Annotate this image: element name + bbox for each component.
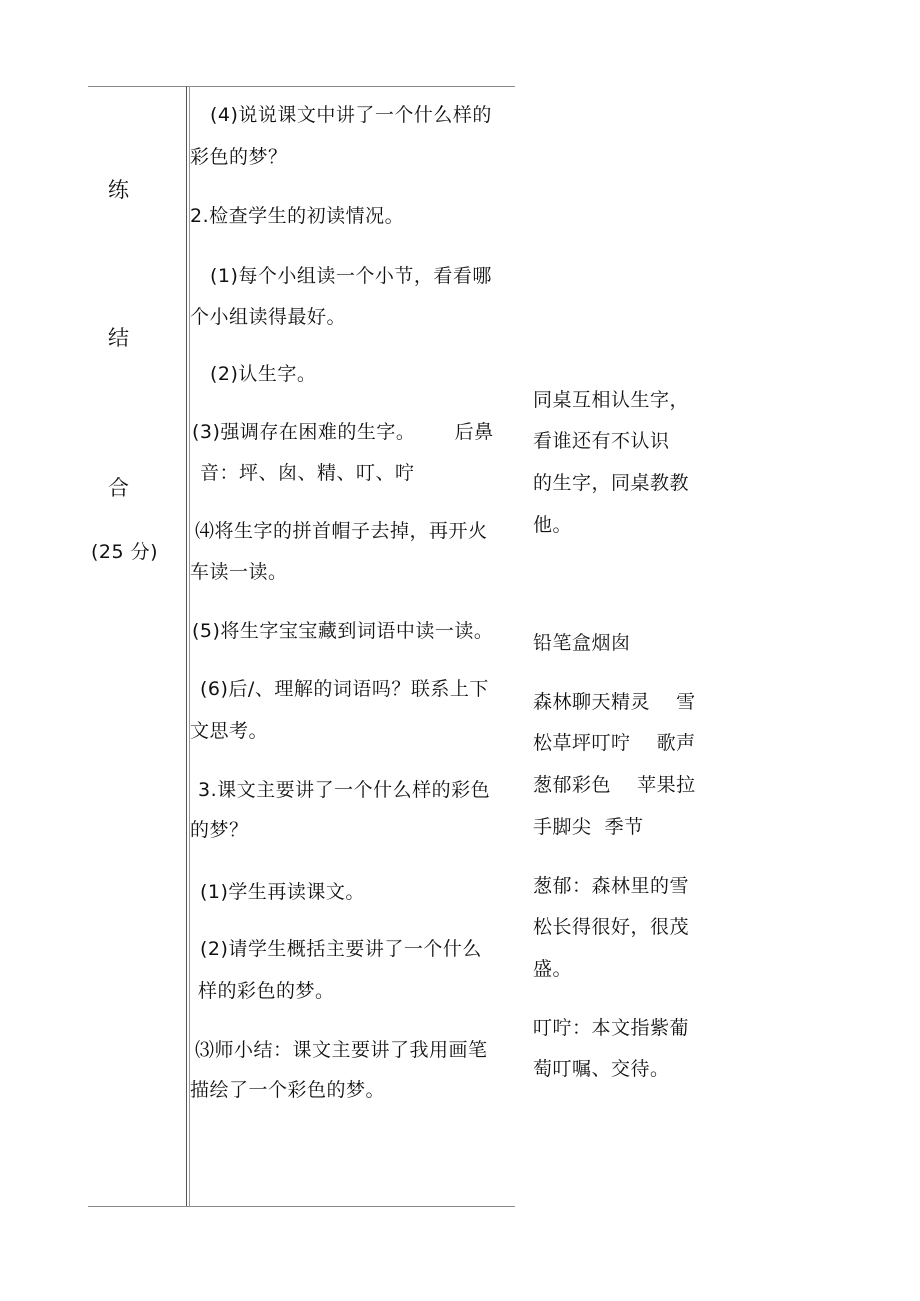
note-line: 森林聊天精灵 雪 [533,691,696,713]
note-line: 盛。 [533,958,573,980]
note-line: 松长得很好，很茂 [533,916,690,938]
note-line: 叮咛：本文指紫葡 [533,1017,690,1039]
content-line: 彩色的梦？ [190,146,288,168]
content-line: ⑶师小结：课文主要讲了我用画笔 [195,1039,488,1061]
section-char-2: 结 [108,326,130,350]
content-line: ⑷将生字的拼首帽子去掉，再开火 [195,520,488,542]
content-line: (1)学生再读课文。 [200,881,365,903]
content-line: 3.课文主要讲了一个什么样的彩色 [198,779,491,801]
content-line: (1)每个小组读一个小节，看看哪 [210,265,492,287]
content-line: (2)请学生概括主要讲了一个什么 [200,938,482,960]
table-top-rule [88,86,515,87]
section-char-1: 练 [108,178,130,202]
content-line: (3)强调存在困难的生字。 后鼻 [192,421,494,443]
section-time: (25 分) [91,541,159,563]
content-line: (4)说说课文中讲了一个什么样的 [210,104,492,126]
content-line: (2)认生字。 [210,363,317,385]
note-line: 铅笔盒烟囱 [533,632,631,654]
column-divider [186,86,187,1206]
table-bottom-rule [88,1206,515,1207]
content-line: (6)后/、理解的词语吗？联系上下 [200,678,489,700]
content-line: 音：坪、囱、精、叮、咛 [200,462,415,484]
note-line: 葱郁彩色 苹果拉 [533,774,696,796]
content-line: 车读一读。 [190,561,288,583]
content-line: 的梦？ [190,819,249,841]
note-line: 看谁还有不认识 [533,430,670,452]
content-line: 2.检查学生的初读情况。 [190,205,405,227]
note-line: 他。 [533,514,573,536]
note-line: 同桌互相认生字， [533,389,690,411]
content-line: (5)将生字宝宝藏到词语中读一读。 [192,620,494,642]
content-line: 样的彩色的梦。 [198,980,335,1002]
content-line: 描绘了一个彩色的梦。 [190,1079,386,1101]
note-line: 葱郁：森林里的雪 [533,875,690,897]
column-divider-inner [189,86,190,1206]
note-line: 的生字，同桌教教 [533,472,690,494]
content-line: 文思考。 [190,720,269,742]
note-line: 松草坪叮咛 歌声 [533,732,696,754]
section-char-3: 合 [108,476,130,500]
content-line: 个小组读得最好。 [190,306,347,328]
note-line: 手脚尖 季节 [533,816,644,838]
note-line: 萄叮嘱、交待。 [533,1058,670,1080]
